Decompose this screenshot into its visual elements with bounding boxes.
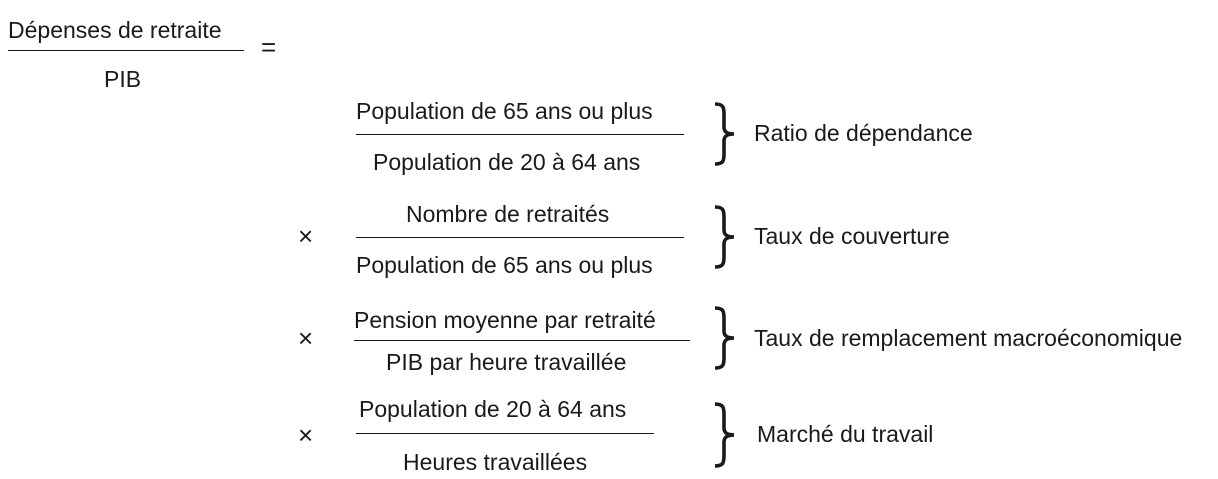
multiply-sign: × [298, 420, 314, 450]
right-brace-icon [712, 102, 738, 166]
right-brace-icon [712, 306, 738, 370]
multiply-sign: × [298, 221, 314, 251]
factor-fraction-bar [356, 134, 684, 135]
lhs-numerator: Dépenses de retraite [8, 17, 222, 43]
lhs-denominator: PIB [104, 66, 142, 92]
factor-numerator: Pension moyenne par retraité [354, 307, 656, 333]
factor-numerator: Population de 65 ans ou plus [356, 98, 653, 124]
factor-label: Taux de couverture [754, 223, 950, 249]
right-brace-icon [712, 402, 738, 468]
multiply-sign: × [298, 323, 314, 353]
right-brace-icon [712, 205, 738, 269]
factor-label: Ratio de dépendance [754, 120, 973, 146]
factor-fraction-bar [356, 433, 654, 434]
factor-fraction-bar [354, 340, 690, 341]
factor-denominator: Population de 20 à 64 ans [373, 149, 641, 175]
lhs-fraction-bar [8, 50, 244, 51]
factor-numerator: Nombre de retraités [406, 201, 610, 227]
factor-denominator: Heures travaillées [403, 449, 588, 475]
factor-label: Marché du travail [757, 421, 934, 447]
factor-fraction-bar [356, 237, 684, 238]
factor-numerator: Population de 20 à 64 ans [359, 396, 627, 422]
factor-denominator: Population de 65 ans ou plus [356, 252, 653, 278]
equals-sign: = [261, 32, 277, 62]
factor-denominator: PIB par heure travaillée [386, 349, 627, 375]
factor-label: Taux de remplacement macroéconomique [754, 325, 1183, 351]
